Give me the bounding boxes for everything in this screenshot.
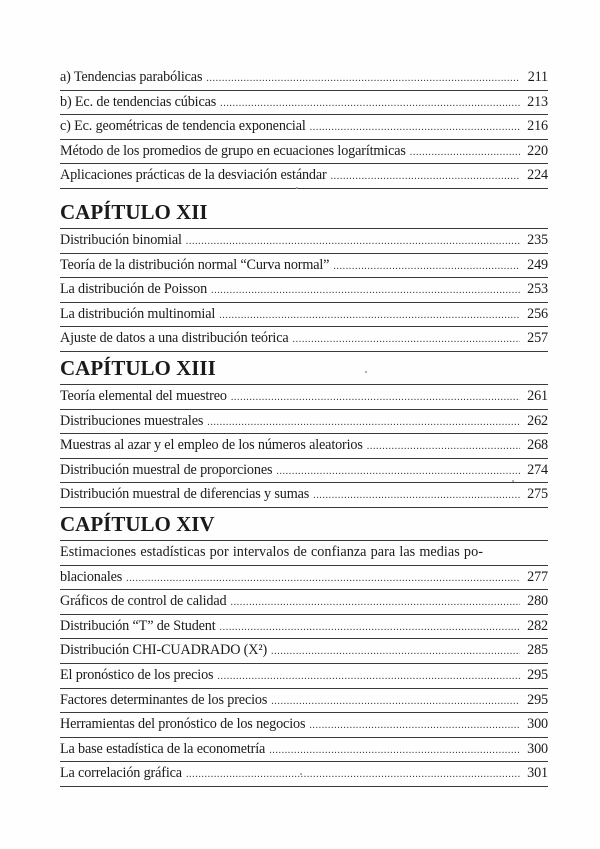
toc-entry-page: 216 [527, 118, 548, 135]
toc-leader-dots [367, 441, 520, 452]
chapter-title: CAPÍTULO XIII [60, 356, 216, 380]
toc-entry-page: 295 [527, 666, 548, 683]
scan-speck [300, 773, 302, 775]
toc-entry-title: El pronóstico de los precios [60, 666, 214, 683]
chapter-heading [60, 196, 548, 229]
toc-entry [60, 66, 548, 91]
toc-entry [60, 115, 548, 140]
toc-leader-dots [310, 122, 520, 133]
toc-entry [60, 459, 548, 484]
toc-section-chapter-xii [60, 196, 548, 352]
toc-entry-title: blacionales [60, 568, 123, 585]
toc-entry [60, 91, 548, 116]
toc-leader-dots [410, 147, 520, 158]
toc-entry-page: 295 [527, 691, 548, 708]
toc-entry-page: 262 [527, 412, 548, 429]
toc-entry-page: 224 [527, 167, 548, 184]
toc-entry [60, 140, 548, 165]
toc-entry-title: Estimaciones estadísticas por intervalos de confianza para las medias po- [60, 544, 483, 560]
chapter-title: CAPÍTULO XIV [60, 512, 215, 536]
toc-section-chapter-xiv [60, 508, 548, 787]
toc-leader-dots [231, 392, 520, 403]
toc-leader-dots [217, 671, 520, 682]
toc-entry-title: Herramientas del pronóstico de los negocios [60, 716, 306, 733]
toc-entry [60, 254, 548, 279]
toc-leader-dots [271, 646, 520, 657]
toc-entry-title: Gráficos de control de calidad [60, 593, 227, 610]
toc-entry [60, 278, 548, 303]
toc-entry-title: Distribución CHI-CUADRADO (X²) [60, 642, 268, 659]
toc-entry [60, 410, 548, 435]
toc-entry-first-line [60, 541, 548, 566]
toc-leader-dots [230, 597, 520, 608]
toc-entry-title: Factores determinantes de los precios [60, 691, 268, 708]
toc-leader-dots [220, 622, 520, 633]
chapter-heading [60, 508, 548, 541]
toc-section-continued [60, 66, 548, 189]
toc-leader-dots [207, 417, 520, 428]
toc-entry-page: 285 [527, 642, 548, 659]
scan-speck [512, 480, 514, 482]
toc-entry [60, 615, 548, 640]
toc-entry-page: 300 [527, 716, 548, 733]
toc-entry-page: 235 [527, 232, 548, 248]
toc-entry-page: 249 [527, 256, 548, 273]
toc-leader-dots [220, 98, 520, 109]
toc-entry-title: Distribución muestral de diferencias y sumas [60, 486, 310, 503]
toc-entry [60, 762, 548, 787]
toc-entry-title: b) Ec. de tendencias cúbicas [60, 93, 217, 110]
toc-entry-page: 282 [527, 617, 548, 634]
toc-entry [60, 483, 548, 508]
toc-entry [60, 590, 548, 615]
toc-entry-title: Teoría elemental del muestreo [60, 388, 227, 404]
toc-leader-dots [293, 334, 520, 345]
scan-speck [296, 187, 298, 189]
toc-entry-page: 261 [527, 388, 548, 404]
toc-leader-dots [126, 573, 520, 584]
chapter-title: CAPÍTULO XII [60, 200, 208, 224]
toc-leader-dots [333, 261, 520, 272]
toc-entry-title: Método de los promedios de grupo en ecuaciones logarítmicas [60, 142, 406, 159]
toc-section-chapter-xiii [60, 352, 548, 508]
toc-leader-dots [269, 745, 520, 756]
toc-leader-dots [219, 310, 520, 321]
toc-leader-dots [211, 285, 520, 296]
toc-leader-dots [271, 696, 520, 707]
toc-entry [60, 738, 548, 763]
toc-entry-title: La distribución de Poisson [60, 281, 208, 298]
toc-entry-page: 300 [527, 740, 548, 757]
toc-entry-page: 275 [527, 486, 548, 503]
toc-entry-page: 301 [527, 765, 548, 782]
toc-entry-title: Distribución muestral de proporciones [60, 461, 273, 478]
chapter-heading [60, 352, 548, 385]
toc-entry-title: c) Ec. geométricas de tendencia exponencial [60, 118, 306, 135]
toc-entry [60, 164, 548, 189]
toc-entry-title: Ajuste de datos a una distribución teórica [60, 330, 289, 347]
toc-entry-title: a) Tendencias parabólicas [60, 69, 203, 85]
toc-entry [60, 689, 548, 714]
toc-entry [60, 664, 548, 689]
toc-entry [60, 327, 548, 352]
toc-leader-dots [309, 720, 520, 731]
toc-entry-title: Muestras al azar y el empleo de los números aleatorios [60, 437, 363, 454]
toc-entry [60, 639, 548, 664]
toc-leader-dots [276, 466, 520, 477]
toc-leader-dots [206, 73, 520, 84]
toc-leader-dots [186, 769, 520, 780]
toc-entry-title: La correlación gráfica [60, 765, 182, 782]
toc-entry-page: 253 [527, 281, 548, 298]
toc-entry-page: 268 [527, 437, 548, 454]
toc-entry-title: Teoría de la distribución normal “Curva normal” [60, 256, 330, 273]
toc-entry-title: Distribuciones muestrales [60, 412, 204, 429]
toc-entry-page: 220 [527, 142, 548, 159]
toc-entry-title: La distribución multinomial [60, 305, 216, 322]
toc-entry-page: 274 [527, 461, 548, 478]
toc-entry [60, 385, 548, 410]
toc-entry-page: 213 [527, 93, 548, 110]
toc-entry [60, 434, 548, 459]
toc-entry [60, 303, 548, 328]
toc-entry-page: 257 [527, 330, 548, 347]
toc-leader-dots [186, 236, 520, 247]
toc-entry-title: Distribución binomial [60, 232, 182, 248]
toc-entry [60, 713, 548, 738]
toc-entry [60, 229, 548, 254]
toc-entry-page: 277 [527, 568, 548, 585]
toc-entry-title: Distribución “T” de Student [60, 617, 216, 634]
toc-leader-dots [313, 490, 520, 501]
toc-entry-page: 256 [527, 305, 548, 322]
toc-entry [60, 566, 548, 591]
toc-leader-dots [331, 171, 520, 182]
toc-entry-title: Aplicaciones prácticas de la desviación estándar [60, 167, 327, 184]
toc-entry-title: La base estadística de la econometría [60, 740, 266, 757]
scan-speck [365, 371, 367, 373]
toc-entry-page: 280 [527, 593, 548, 610]
toc-entry-page: 211 [527, 69, 548, 85]
